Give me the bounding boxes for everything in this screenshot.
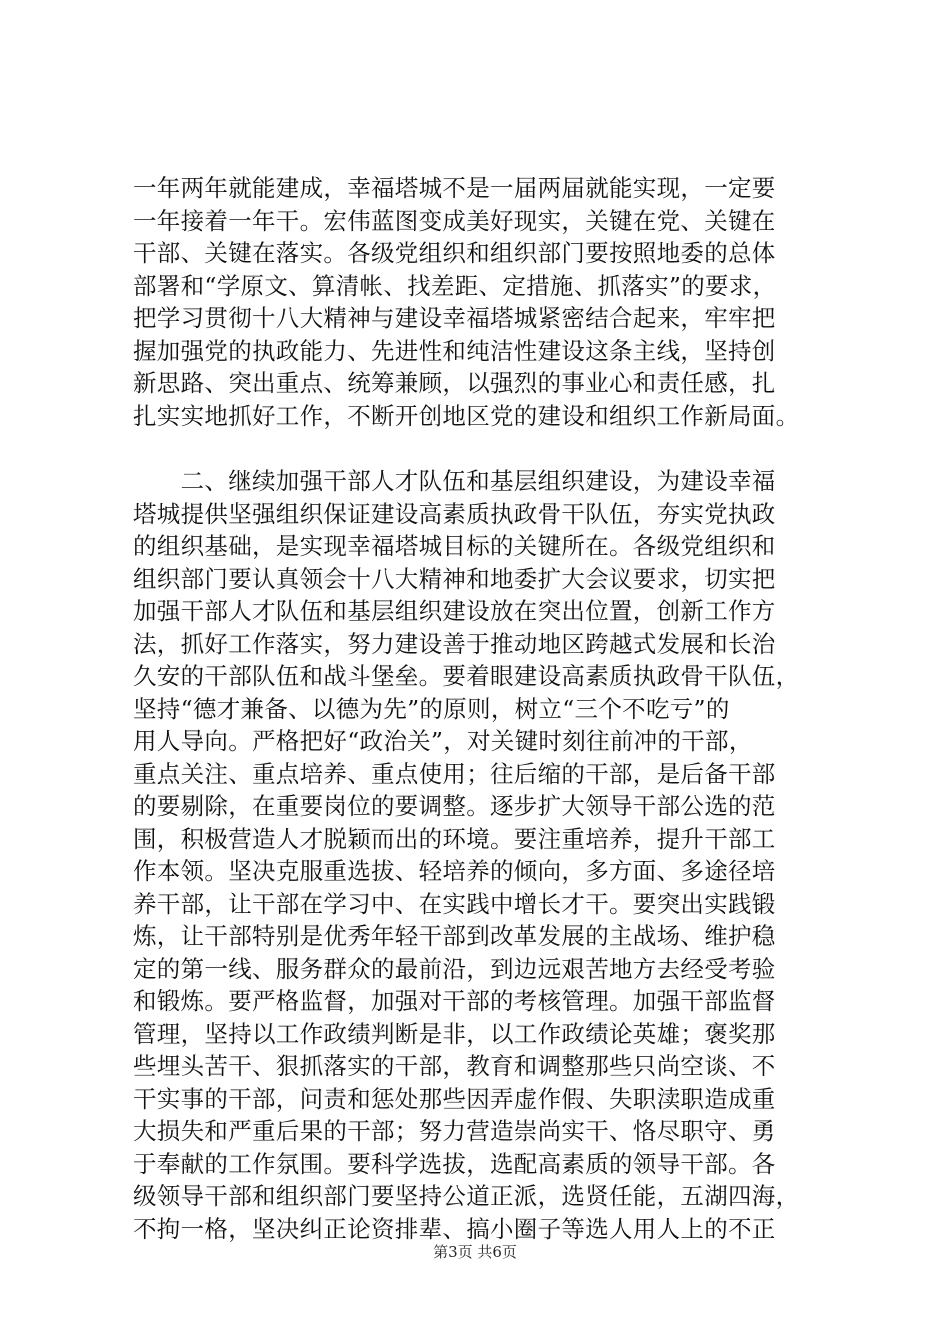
text-line: 一年接着一年干。宏伟蓝图变成美好现实，关键在党、关键在 xyxy=(133,206,776,235)
text-line: 的组织基础，是实现幸福塔城目标的关键所在。各级党组织和 xyxy=(133,532,776,560)
text-line: 久安的干部队伍和战斗堡垒。要着眼建设高素质执政骨干队伍， xyxy=(133,662,800,690)
text-line: 大损失和严重后果的干部；努力营造崇尚实干、恪尽职守、勇 xyxy=(133,1117,776,1145)
text-line: 扎实实地抓好工作，不断开创地区党的建设和组织工作新局面。 xyxy=(133,401,800,430)
text-line: 定的第一线、服务群众的最前沿，到边远艰苦地方去经受考验 xyxy=(133,954,776,983)
paragraph-1 xyxy=(133,172,833,432)
text-line: 二、继续加强干部人才队伍和基层组织建设，为建设幸福 xyxy=(133,467,776,495)
paragraph-gap xyxy=(133,432,833,465)
text-line: 围，积极营造人才脱颖而出的环境。要注重培养，提升干部工 xyxy=(133,824,776,853)
text-line: 法，抓好工作落实，努力建设善于推动地区跨越式发展和长治 xyxy=(133,629,776,658)
text-line: 用人导向。严格把好“政治关”，对关键时刻往前冲的干部， xyxy=(133,727,753,755)
paragraph-2 xyxy=(133,465,833,1245)
text-line: 级领导干部和组织部门要坚持公道正派，选贤任能，五湖四海， xyxy=(133,1182,800,1210)
text-line: 管理，坚持以工作政绩判断是非，以工作政绩论英雄；褒奖那 xyxy=(133,1019,776,1048)
text-line: 作本领。坚决克服重选拔、轻培养的倾向，多方面、多途径培 xyxy=(133,857,776,885)
text-line: 炼，让干部特别是优秀年轻干部到改革发展的主战场、维护稳 xyxy=(133,922,776,950)
document-body xyxy=(133,172,833,1245)
text-line: 坚持“德才兼备、以德为先”的原则，树立“三个不吃亏”的 xyxy=(133,694,730,723)
text-line: 加强干部人才队伍和基层组织建设放在突出位置，创新工作方 xyxy=(133,597,776,625)
text-line: 握加强党的执政能力、先进性和纯洁性建设这条主线，坚持创 xyxy=(133,336,776,365)
text-line: 于奉献的工作氛围。要科学选拔，选配高素质的领导干部。各 xyxy=(133,1149,776,1178)
text-line: 一年两年就能建成，幸福塔城不是一届两届就能实现，一定要 xyxy=(133,174,776,202)
text-line: 组织部门要认真领会十八大精神和地委扩大会议要求，切实把 xyxy=(133,564,776,593)
text-line: 部署和“学原文、算清帐、找差距、定措施、抓落实”的要求， xyxy=(133,271,777,300)
text-line: 些埋头苦干、狠抓落实的干部，教育和调整那些只尚空谈、不 xyxy=(133,1052,776,1080)
text-line: 养干部，让干部在学习中、在实践中增长才干。要突出实践锻 xyxy=(133,889,776,918)
text-line: 的要剔除，在重要岗位的要调整。逐步扩大领导干部公选的范 xyxy=(133,792,776,820)
text-line: 干实事的干部，问责和惩处那些因弄虚作假、失职渎职造成重 xyxy=(133,1084,776,1113)
text-line: 新思路、突出重点、统筹兼顾，以强烈的事业心和责任感，扎 xyxy=(133,369,776,397)
text-line: 和锻炼。要严格监督，加强对干部的考核管理。加强干部监督 xyxy=(133,987,776,1015)
text-line: 不拘一格，坚决纠正论资排辈、搞小圈子等选人用人上的不正 xyxy=(133,1214,776,1243)
text-line: 塔城提供坚强组织保证建设高素质执政骨干队伍，夯实党执政 xyxy=(133,499,776,528)
page-footer: 第3页 共6页 xyxy=(433,1243,517,1261)
text-line: 把学习贯彻十八大精神与建设幸福塔城紧密结合起来，牢牢把 xyxy=(133,304,776,332)
text-line: 重点关注、重点培养、重点使用；往后缩的干部，是后备干部 xyxy=(133,759,776,788)
text-line: 干部、关键在落实。各级党组织和组织部门要按照地委的总体 xyxy=(133,239,776,267)
